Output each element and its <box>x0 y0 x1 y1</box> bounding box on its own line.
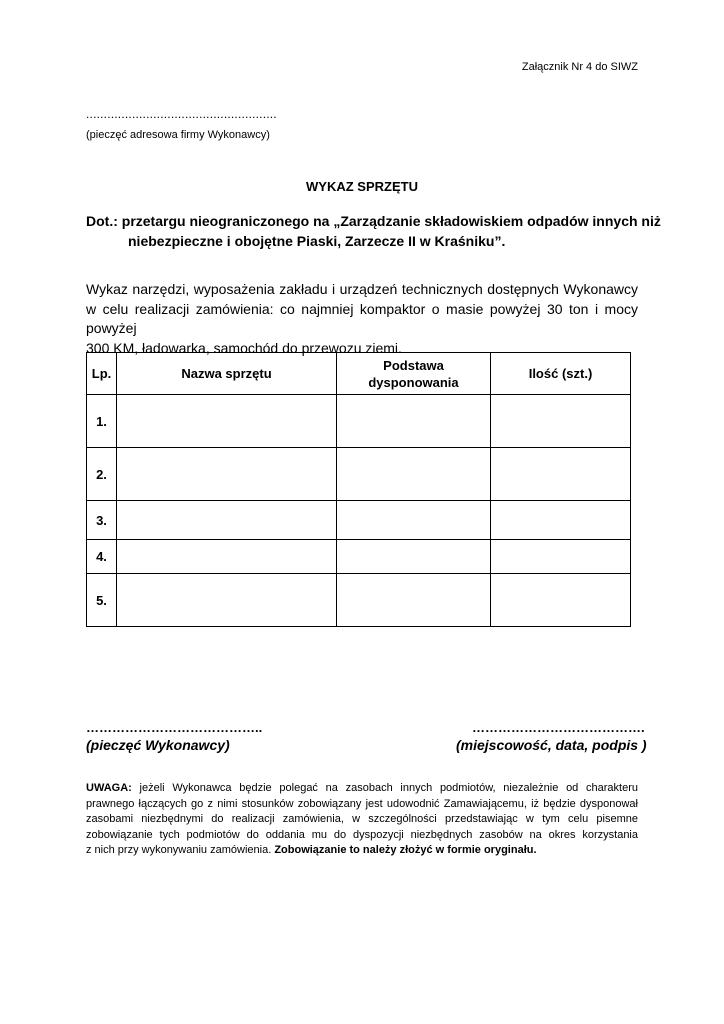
quantity-cell[interactable] <box>491 501 631 540</box>
basis-cell[interactable] <box>337 501 491 540</box>
basis-cell[interactable] <box>337 574 491 627</box>
stamp-label: (pieczęć adresowa firmy Wykonawcy) <box>86 129 270 141</box>
intro-line-1: Wykaz narzędzi, wyposażenia zakładu i urządzeń technicznych dostępnych Wykonawcy <box>86 281 638 297</box>
document-title: WYKAZ SPRZĘTU <box>306 179 418 194</box>
table-header-row <box>87 353 631 395</box>
note-paragraph <box>86 781 638 859</box>
contractor-stamp-label: (pieczęć Wykonawcy) <box>86 737 230 753</box>
intro-line-3: 300 KM, ładowarka, samochód do przewozu ziemi. <box>86 339 402 356</box>
table-row <box>87 448 631 501</box>
equipment-table <box>86 352 631 627</box>
note-line-1-text: jeżeli Wykonawca będzie polegać na zasobach innych podmiotów, niezależnie od charakteru <box>131 782 638 794</box>
equipment-name-cell[interactable] <box>117 540 337 574</box>
quantity-cell[interactable] <box>491 395 631 448</box>
stamp-placeholder-dots: ...................................................... <box>86 107 277 121</box>
basis-cell[interactable] <box>337 448 491 501</box>
header-basis <box>337 353 491 395</box>
row-number: 5. <box>87 574 117 627</box>
equipment-name-cell[interactable] <box>117 501 337 540</box>
note-line-1 <box>86 781 638 797</box>
basis-cell[interactable] <box>337 540 491 574</box>
quantity-cell[interactable] <box>491 448 631 501</box>
table-row <box>87 540 631 574</box>
tender-reference <box>86 211 661 251</box>
contractor-stamp-dots: ………………………………….. <box>86 720 263 735</box>
basis-cell[interactable] <box>337 395 491 448</box>
quantity-cell[interactable] <box>491 574 631 627</box>
header-basis-line-1: Podstawa <box>383 357 444 373</box>
equipment-name-cell[interactable] <box>117 448 337 501</box>
header-equipment-name: Nazwa sprzętu <box>117 353 337 395</box>
note-line-3: zasobami niezbędnymi do realizacji zamówienia, w szczególności przedstawiając w tym celu pisemne <box>86 813 638 825</box>
attachment-label: Załącznik Nr 4 do SIWZ <box>521 61 638 73</box>
equipment-name-cell[interactable] <box>117 574 337 627</box>
note-line-2: prawnego łączących go z nimi stosunków zobowiązany jest udowodnić Zamawiającemu, iż będzie dysponował <box>86 797 638 810</box>
intro-paragraph <box>86 280 638 358</box>
quantity-cell[interactable] <box>491 540 631 574</box>
note-line-4: zobowiązanie tych podmiotów do oddania mu do dyspozycji niezbędnych zasobów na okres korzystania <box>86 828 638 841</box>
row-number: 1. <box>87 395 117 448</box>
row-number: 4. <box>87 540 117 574</box>
note-line-5-text: z nich przy wykonywaniu zamówienia. <box>86 844 275 856</box>
note-label: UWAGA: <box>86 782 132 794</box>
tender-reference-line-2: niebezpieczne i obojętne Piaski, Zarzecze II w Kraśniku”. <box>128 233 506 249</box>
table-row <box>87 395 631 448</box>
equipment-name-cell[interactable] <box>117 395 337 448</box>
header-lp: Lp. <box>87 353 117 395</box>
table-row <box>87 501 631 540</box>
table-row <box>87 574 631 627</box>
place-date-signature-dots: …………………………………. <box>472 720 645 735</box>
row-number: 3. <box>87 501 117 540</box>
note-line-5 <box>86 843 638 859</box>
place-date-signature-label: (miejscowość, data, podpis ) <box>456 737 647 753</box>
row-number: 2. <box>87 448 117 501</box>
header-quantity: Ilość (szt.) <box>491 353 631 395</box>
note-original-requirement: Zobowiązanie to należy złożyć w formie oryginału. <box>274 844 537 856</box>
header-basis-line-2: dysponowania <box>368 374 459 390</box>
intro-line-2: w celu realizacji zamówienia: co najmniej kompaktor o masie powyżej 30 ton i mocy powyżej <box>86 300 638 336</box>
tender-reference-line-1: Dot.: przetargu nieograniczonego na „Zarządzanie składowiskiem odpadów innych niż <box>86 213 661 229</box>
